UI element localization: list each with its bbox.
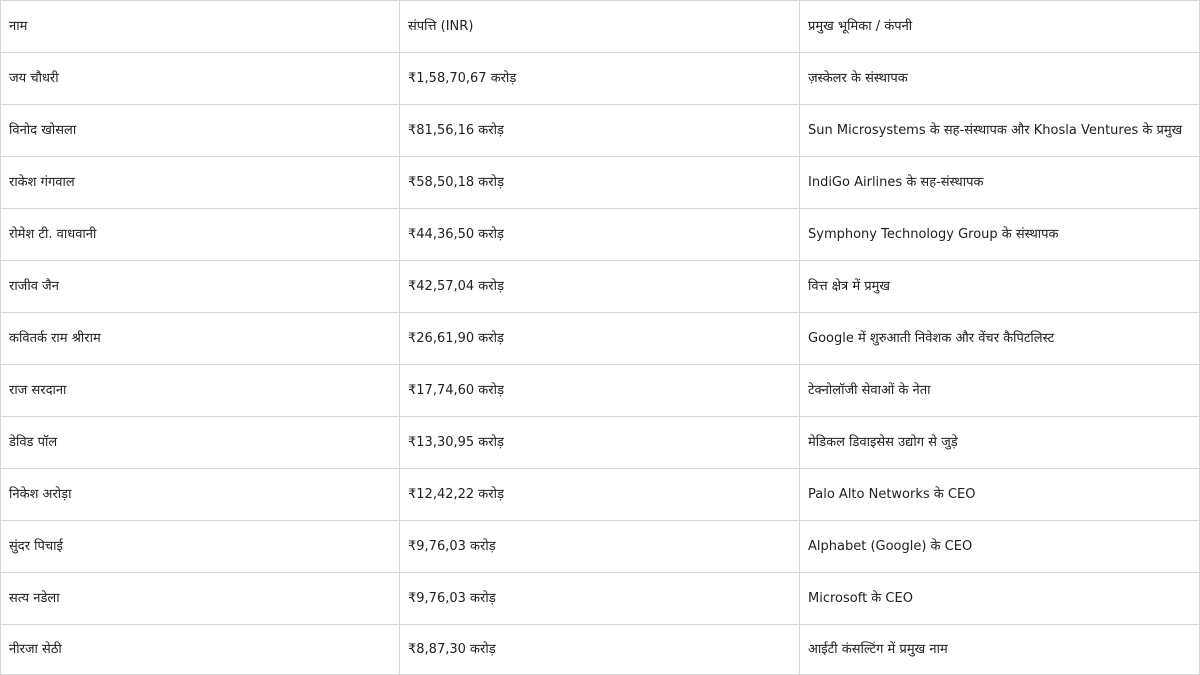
cell-wealth: ₹1,58,70,67 करोड़ <box>400 53 800 104</box>
cell-role: Google में शुरुआती निवेशक और वेंचर कैपिटलिस्ट <box>800 313 1200 364</box>
table-row <box>1 157 1200 209</box>
table-row <box>1 625 1200 675</box>
cell-wealth: ₹58,50,18 करोड़ <box>400 157 800 208</box>
cell-wealth: ₹26,61,90 करोड़ <box>400 313 800 364</box>
cell-role: ज़स्केलर के संस्थापक <box>800 53 1200 104</box>
cell-role: Sun Microsystems के सह-संस्थापक और Khosla Ventures के प्रमुख <box>800 105 1200 156</box>
cell-name: सुंदर पिचाई <box>1 521 400 572</box>
cell-wealth: ₹9,76,03 करोड़ <box>400 521 800 572</box>
cell-wealth: ₹8,87,30 करोड़ <box>400 625 800 674</box>
cell-role: Palo Alto Networks के CEO <box>800 469 1200 520</box>
cell-name: डेविड पॉल <box>1 417 400 468</box>
cell-name: सत्य नडेला <box>1 573 400 624</box>
cell-wealth: ₹81,56,16 करोड़ <box>400 105 800 156</box>
table-row <box>1 261 1200 313</box>
cell-role: IndiGo Airlines के सह-संस्थापक <box>800 157 1200 208</box>
table-row <box>1 105 1200 157</box>
table-row <box>1 313 1200 365</box>
cell-name: नीरजा सेठी <box>1 625 400 674</box>
table-row <box>1 521 1200 573</box>
cell-name: निकेश अरोड़ा <box>1 469 400 520</box>
cell-role: वित्त क्षेत्र में प्रमुख <box>800 261 1200 312</box>
cell-wealth: ₹13,30,95 करोड़ <box>400 417 800 468</box>
cell-wealth: ₹12,42,22 करोड़ <box>400 469 800 520</box>
cell-name: रोमेश टी. वाधवानी <box>1 209 400 260</box>
cell-name: राज सरदाना <box>1 365 400 416</box>
table-row <box>1 417 1200 469</box>
cell-name: राजीव जैन <box>1 261 400 312</box>
cell-role: Symphony Technology Group के संस्थापक <box>800 209 1200 260</box>
table-row <box>1 209 1200 261</box>
cell-role: टेक्नोलॉजी सेवाओं के नेता <box>800 365 1200 416</box>
cell-wealth: ₹44,36,50 करोड़ <box>400 209 800 260</box>
header-wealth: संपत्ति (INR) <box>400 1 800 52</box>
table-header-row <box>1 1 1200 53</box>
table-row <box>1 469 1200 521</box>
cell-wealth: ₹17,74,60 करोड़ <box>400 365 800 416</box>
header-role: प्रमुख भूमिका / कंपनी <box>800 1 1200 52</box>
cell-name: विनोद खोसला <box>1 105 400 156</box>
cell-role: Alphabet (Google) के CEO <box>800 521 1200 572</box>
cell-name: राकेश गंगवाल <box>1 157 400 208</box>
header-name: नाम <box>1 1 400 52</box>
cell-role: मेडिकल डिवाइसेस उद्योग से जुड़े <box>800 417 1200 468</box>
table-row <box>1 53 1200 105</box>
cell-role: आईटी कंसल्टिंग में प्रमुख नाम <box>800 625 1200 674</box>
cell-wealth: ₹42,57,04 करोड़ <box>400 261 800 312</box>
cell-role: Microsoft के CEO <box>800 573 1200 624</box>
table-row <box>1 573 1200 625</box>
cell-name: जय चौधरी <box>1 53 400 104</box>
cell-name: कवितर्क राम श्रीराम <box>1 313 400 364</box>
cell-wealth: ₹9,76,03 करोड़ <box>400 573 800 624</box>
table-row <box>1 365 1200 417</box>
